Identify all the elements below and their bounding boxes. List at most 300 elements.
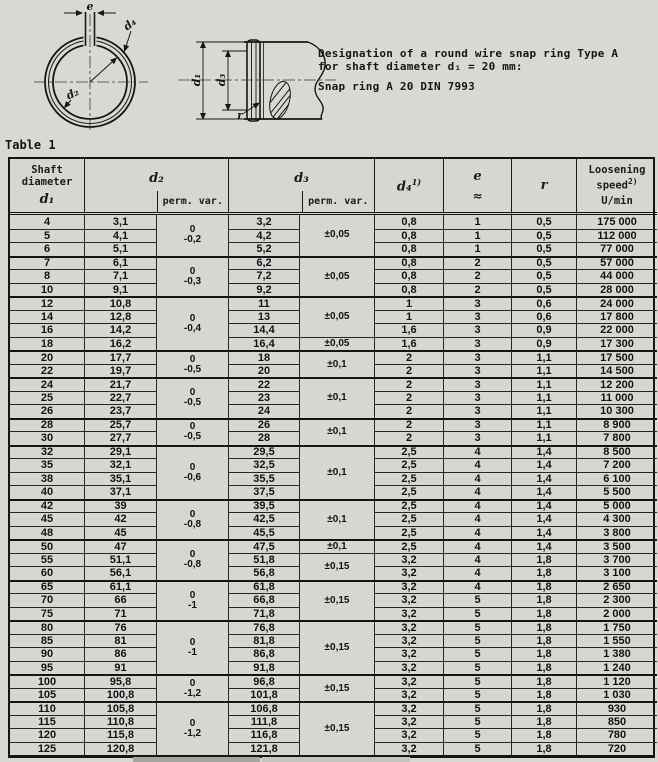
cell-loosening_speed: 3 100 — [577, 566, 657, 580]
cell-d2: 5,1 — [85, 242, 157, 256]
cell-d1: 70 — [10, 593, 85, 607]
cell-d2: 27,7 — [85, 431, 157, 445]
cell-d3: 23 — [229, 391, 300, 405]
cell-r: 1,4 — [512, 472, 577, 486]
cell-r: 1,8 — [512, 580, 577, 594]
cell-e: 5 — [444, 701, 512, 715]
cell-d4: 2 — [375, 391, 444, 405]
cell-d2-perm-var: 0 -1 — [157, 620, 229, 674]
cell-d4: 2,5 — [375, 512, 444, 526]
cell-loosening_speed: 8 900 — [577, 418, 657, 432]
cell-d3: 86,8 — [229, 647, 300, 661]
cell-d1: 12 — [10, 296, 85, 310]
cell-e: 5 — [444, 647, 512, 661]
cell-d3: 71,8 — [229, 607, 300, 621]
cell-loosening_speed: 28 000 — [577, 283, 657, 297]
cell-d4: 2,5 — [375, 526, 444, 540]
cell-d3: 28 — [229, 431, 300, 445]
cell-d3-perm-var: ±0,1 — [300, 539, 375, 553]
cell-r: 1,4 — [512, 445, 577, 459]
cell-d3: 96,8 — [229, 674, 300, 688]
cell-d3: 51,8 — [229, 553, 300, 567]
cell-r: 1,1 — [512, 404, 577, 418]
cell-d3: 39,5 — [229, 499, 300, 513]
cell-loosening_speed: 5 000 — [577, 499, 657, 513]
cell-r: 1,4 — [512, 539, 577, 553]
cell-d4: 2 — [375, 350, 444, 364]
cell-e: 5 — [444, 742, 512, 756]
designation-text — [318, 48, 618, 94]
cell-d3: 42,5 — [229, 512, 300, 526]
cell-d1: 35 — [10, 458, 85, 472]
cell-d1: 125 — [10, 742, 85, 756]
cell-d3-perm-var: ±0,1 — [300, 445, 375, 499]
cell-d2: 21,7 — [85, 377, 157, 391]
cell-loosening_speed: 1 030 — [577, 688, 657, 702]
cell-r: 1,1 — [512, 391, 577, 405]
cell-d3: 81,8 — [229, 634, 300, 648]
cell-loosening_speed: 780 — [577, 728, 657, 742]
cell-d4: 2 — [375, 431, 444, 445]
cell-r: 1,8 — [512, 566, 577, 580]
cell-d2-perm-var: 0 -0,3 — [157, 256, 229, 297]
cell-d2: 47 — [85, 539, 157, 553]
cell-d4: 2 — [375, 418, 444, 432]
cell-r: 1,8 — [512, 553, 577, 567]
cell-r: 0,5 — [512, 283, 577, 297]
header-d4: d₄$^{1)}$ — [375, 159, 444, 215]
cell-loosening_speed: 930 — [577, 701, 657, 715]
cell-d4: 1 — [375, 310, 444, 324]
cell-e: 5 — [444, 661, 512, 675]
cell-d1: 26 — [10, 404, 85, 418]
cell-e: 5 — [444, 674, 512, 688]
cell-loosening_speed: 2 300 — [577, 593, 657, 607]
header-loosening-speed: Loosening speed$^{2)}$ U/min — [577, 159, 657, 215]
cell-d2-perm-var: 0 -0,8 — [157, 539, 229, 580]
cell-r: 1,4 — [512, 499, 577, 513]
cell-d4: 0,8 — [375, 242, 444, 256]
cell-d2: 14,2 — [85, 323, 157, 337]
cell-d1: 100 — [10, 674, 85, 688]
cell-d1: 80 — [10, 620, 85, 634]
cell-d2-perm-var: 0 -0,4 — [157, 296, 229, 350]
cell-d3-perm-var: ±0,05 — [300, 256, 375, 297]
cell-d4: 3,2 — [375, 634, 444, 648]
cell-e: 3 — [444, 431, 512, 445]
cell-d1: 105 — [10, 688, 85, 702]
cell-d4: 3,2 — [375, 715, 444, 729]
cell-d4: 2 — [375, 377, 444, 391]
cell-d1: 28 — [10, 418, 85, 432]
r-label: r — [237, 109, 243, 122]
cell-loosening_speed: 17 300 — [577, 337, 657, 351]
cell-loosening_speed: 14 500 — [577, 364, 657, 378]
cell-d3-perm-var: ±0,05 — [300, 337, 375, 351]
cell-d2-perm-var: 0 -0,5 — [157, 377, 229, 418]
cell-loosening_speed: 850 — [577, 715, 657, 729]
cell-r: 1,4 — [512, 526, 577, 540]
cell-d2-perm-var: 0 -1 — [157, 580, 229, 621]
cell-d4: 2,5 — [375, 499, 444, 513]
cell-d1: 18 — [10, 337, 85, 351]
cell-d4: 2,5 — [375, 472, 444, 486]
cell-e: 2 — [444, 256, 512, 270]
cell-d2-perm-var: 0 -0,5 — [157, 350, 229, 377]
cell-e: 1 — [444, 215, 512, 229]
cell-d1: 55 — [10, 553, 85, 567]
cell-d2: 10,8 — [85, 296, 157, 310]
designation-line-3: Snap ring A 20 DIN 7993 — [318, 80, 475, 93]
cell-d1: 115 — [10, 715, 85, 729]
cell-loosening_speed: 3 800 — [577, 526, 657, 540]
cell-d2: 19,7 — [85, 364, 157, 378]
cell-e: 4 — [444, 526, 512, 540]
table-caption: Table 1 — [5, 138, 56, 152]
cell-d3: 4,2 — [229, 229, 300, 243]
d2-label: d₂ — [64, 85, 81, 103]
cell-loosening_speed: 5 500 — [577, 485, 657, 499]
cell-r: 0,5 — [512, 229, 577, 243]
header-d2-perm-var: perm. var. — [157, 191, 229, 212]
cell-d4: 3,2 — [375, 674, 444, 688]
cell-d4: 3,2 — [375, 593, 444, 607]
cell-d1: 60 — [10, 566, 85, 580]
cell-r: 1,1 — [512, 377, 577, 391]
d4-label: d₄ — [120, 15, 139, 34]
cell-d1: 90 — [10, 647, 85, 661]
cell-d4: 3,2 — [375, 566, 444, 580]
cell-r: 1,8 — [512, 620, 577, 634]
cell-d3: 37,5 — [229, 485, 300, 499]
cell-d4: 2,5 — [375, 539, 444, 553]
cell-d2: 100,8 — [85, 688, 157, 702]
cell-d2: 105,8 — [85, 701, 157, 715]
cell-r: 0,6 — [512, 310, 577, 324]
cell-d1: 75 — [10, 607, 85, 621]
cell-d2: 86 — [85, 647, 157, 661]
header-d3-perm-var: perm. var. — [302, 191, 375, 212]
cell-d3: 32,5 — [229, 458, 300, 472]
cell-e: 4 — [444, 566, 512, 580]
cell-d1: 6 — [10, 242, 85, 256]
cell-r: 1,8 — [512, 607, 577, 621]
cell-d1: 48 — [10, 526, 85, 540]
shaft-side-view-drawing — [170, 20, 342, 132]
cell-r: 1,8 — [512, 688, 577, 702]
cell-d4: 3,2 — [375, 728, 444, 742]
cell-e: 5 — [444, 728, 512, 742]
cell-e: 4 — [444, 512, 512, 526]
cell-d1: 85 — [10, 634, 85, 648]
cell-d4: 3,2 — [375, 661, 444, 675]
cell-d3: 111,8 — [229, 715, 300, 729]
dimension-table — [8, 157, 655, 758]
cell-d3: 56,8 — [229, 566, 300, 580]
cell-r: 1,8 — [512, 728, 577, 742]
cell-loosening_speed: 17 800 — [577, 310, 657, 324]
d3-label: d₃ — [215, 73, 228, 87]
cell-d1: 30 — [10, 431, 85, 445]
scan-shadow-strip — [133, 757, 260, 762]
cell-e: 3 — [444, 364, 512, 378]
cell-d3: 13 — [229, 310, 300, 324]
cell-e: 3 — [444, 323, 512, 337]
header-d3: d₃ perm. var. — [229, 159, 375, 215]
cell-d2: 22,7 — [85, 391, 157, 405]
cell-d1: 25 — [10, 391, 85, 405]
cell-r: 0,9 — [512, 323, 577, 337]
cell-loosening_speed: 112 000 — [577, 229, 657, 243]
cell-loosening_speed: 7 800 — [577, 431, 657, 445]
cell-d1: 32 — [10, 445, 85, 459]
d1-label: d₁ — [190, 73, 203, 87]
cell-d1: 4 — [10, 215, 85, 229]
cell-e: 4 — [444, 539, 512, 553]
d4-leader — [125, 31, 132, 51]
cell-loosening_speed: 11 000 — [577, 391, 657, 405]
scan-shadow-strip — [262, 757, 410, 762]
cell-d3: 7,2 — [229, 269, 300, 283]
cell-d3: 24 — [229, 404, 300, 418]
cell-d3: 66,8 — [229, 593, 300, 607]
cell-d2: 25,7 — [85, 418, 157, 432]
cell-d2: 61,1 — [85, 580, 157, 594]
cell-loosening_speed: 7 200 — [577, 458, 657, 472]
cell-e: 1 — [444, 229, 512, 243]
cell-d4: 3,2 — [375, 553, 444, 567]
cell-d1: 42 — [10, 499, 85, 513]
cell-loosening_speed: 57 000 — [577, 256, 657, 270]
cell-e: 3 — [444, 404, 512, 418]
cell-d3-perm-var: ±0,05 — [300, 296, 375, 337]
cell-e: 4 — [444, 445, 512, 459]
cell-d3: 14,4 — [229, 323, 300, 337]
cell-d2: 51,1 — [85, 553, 157, 567]
cell-d4: 0,8 — [375, 256, 444, 270]
cell-loosening_speed: 1 120 — [577, 674, 657, 688]
cell-e: 3 — [444, 310, 512, 324]
header-e: e ≈ — [444, 159, 512, 215]
cell-d2: 56,1 — [85, 566, 157, 580]
cell-d3-perm-var: ±0,1 — [300, 499, 375, 540]
cell-e: 5 — [444, 593, 512, 607]
cell-d4: 1,6 — [375, 337, 444, 351]
cell-r: 1,8 — [512, 715, 577, 729]
cell-loosening_speed: 1 380 — [577, 647, 657, 661]
cell-d3: 116,8 — [229, 728, 300, 742]
cell-d4: 1 — [375, 296, 444, 310]
cell-e: 1 — [444, 242, 512, 256]
cell-e: 3 — [444, 350, 512, 364]
cell-d3: 6,2 — [229, 256, 300, 270]
header-d2: d₂ perm. var. — [85, 159, 229, 215]
cell-loosening_speed: 2 650 — [577, 580, 657, 594]
cell-d4: 3,2 — [375, 688, 444, 702]
cell-d2: 66 — [85, 593, 157, 607]
cell-d1: 10 — [10, 283, 85, 297]
cell-d4: 0,8 — [375, 229, 444, 243]
cell-r: 1,4 — [512, 512, 577, 526]
cell-d1: 20 — [10, 350, 85, 364]
cell-r: 0,5 — [512, 256, 577, 270]
cell-d2: 45 — [85, 526, 157, 540]
cell-loosening_speed: 44 000 — [577, 269, 657, 283]
cell-loosening_speed: 2 000 — [577, 607, 657, 621]
cell-e: 5 — [444, 607, 512, 621]
cell-d2: 110,8 — [85, 715, 157, 729]
cell-e: 2 — [444, 283, 512, 297]
cell-d3: 76,8 — [229, 620, 300, 634]
cell-d1: 24 — [10, 377, 85, 391]
cell-r: 1,4 — [512, 458, 577, 472]
cell-d2: 95,8 — [85, 674, 157, 688]
cell-d4: 1,6 — [375, 323, 444, 337]
cell-d3-perm-var: ±0,1 — [300, 377, 375, 418]
cell-d3-perm-var: ±0,1 — [300, 350, 375, 377]
cell-d4: 2,5 — [375, 485, 444, 499]
cell-d2-perm-var: 0 -1,2 — [157, 701, 229, 755]
cell-loosening_speed: 3 700 — [577, 553, 657, 567]
cell-e: 4 — [444, 458, 512, 472]
cell-d1: 8 — [10, 269, 85, 283]
snap-ring-front-view-drawing — [26, 0, 161, 134]
cell-d3-perm-var: ±0,15 — [300, 620, 375, 674]
cell-e: 4 — [444, 499, 512, 513]
cell-d3: 91,8 — [229, 661, 300, 675]
break-hatch — [254, 74, 304, 132]
cell-d2: 9,1 — [85, 283, 157, 297]
cell-r: 1,8 — [512, 701, 577, 715]
cell-d1: 16 — [10, 323, 85, 337]
cell-d4: 2 — [375, 404, 444, 418]
cell-r: 1,8 — [512, 647, 577, 661]
cell-d4: 3,2 — [375, 620, 444, 634]
cell-e: 3 — [444, 296, 512, 310]
cell-d2: 71 — [85, 607, 157, 621]
cell-r: 1,8 — [512, 661, 577, 675]
cell-d1: 40 — [10, 485, 85, 499]
cell-d3-perm-var: ±0,1 — [300, 418, 375, 445]
cell-d3: 16,4 — [229, 337, 300, 351]
cell-r: 1,4 — [512, 485, 577, 499]
cell-loosening_speed: 8 500 — [577, 445, 657, 459]
cell-d3: 5,2 — [229, 242, 300, 256]
cell-d2: 6,1 — [85, 256, 157, 270]
cell-d3: 26 — [229, 418, 300, 432]
cell-e: 3 — [444, 418, 512, 432]
cell-d1: 7 — [10, 256, 85, 270]
cell-loosening_speed: 6 100 — [577, 472, 657, 486]
designation-line-2: for shaft diameter d₁ = 20 mm: — [318, 59, 523, 73]
cell-d1: 38 — [10, 472, 85, 486]
cell-d3-perm-var: ±0,15 — [300, 701, 375, 755]
cell-d4: 2,5 — [375, 445, 444, 459]
cell-d1: 45 — [10, 512, 85, 526]
cell-loosening_speed: 1 750 — [577, 620, 657, 634]
header-r: r — [512, 159, 577, 215]
cell-d2: 39 — [85, 499, 157, 513]
cell-r: 1,1 — [512, 350, 577, 364]
cell-e: 5 — [444, 634, 512, 648]
cell-d2: 7,1 — [85, 269, 157, 283]
cell-d4: 3,2 — [375, 742, 444, 756]
header-shaft-diameter: Shaft diameter d₁ — [10, 159, 85, 215]
cell-e: 3 — [444, 337, 512, 351]
cell-d1: 14 — [10, 310, 85, 324]
cell-r: 1,1 — [512, 431, 577, 445]
cell-d3: 121,8 — [229, 742, 300, 756]
cell-e: 3 — [444, 377, 512, 391]
cell-d4: 2 — [375, 364, 444, 378]
cell-d1: 65 — [10, 580, 85, 594]
cell-d2: 29,1 — [85, 445, 157, 459]
cell-loosening_speed: 24 000 — [577, 296, 657, 310]
cell-d3: 11 — [229, 296, 300, 310]
cell-d2: 115,8 — [85, 728, 157, 742]
cell-d3: 20 — [229, 364, 300, 378]
cell-d2: 42 — [85, 512, 157, 526]
cell-d4: 3,2 — [375, 701, 444, 715]
cell-loosening_speed: 1 550 — [577, 634, 657, 648]
cell-d2-perm-var: 0 -0,2 — [157, 215, 229, 256]
cell-d1: 110 — [10, 701, 85, 715]
cell-d3: 29,5 — [229, 445, 300, 459]
cell-d4: 2,5 — [375, 458, 444, 472]
cell-d2: 16,2 — [85, 337, 157, 351]
cell-r: 0,5 — [512, 242, 577, 256]
cell-loosening_speed: 17 500 — [577, 350, 657, 364]
cell-e: 3 — [444, 391, 512, 405]
cell-d3: 22 — [229, 377, 300, 391]
cell-d3: 106,8 — [229, 701, 300, 715]
cell-loosening_speed: 175 000 — [597, 215, 637, 228]
cell-d3: 35,5 — [229, 472, 300, 486]
cell-e: 2 — [444, 269, 512, 283]
cell-d2: 76 — [85, 620, 157, 634]
cell-e: 4 — [444, 472, 512, 486]
cell-d2: 32,1 — [85, 458, 157, 472]
cell-d4: 0,8 — [375, 215, 444, 229]
cell-d2: 4,1 — [85, 229, 157, 243]
cell-r: 1,8 — [512, 674, 577, 688]
cell-d4: 3,2 — [375, 607, 444, 621]
cell-d2: 12,8 — [85, 310, 157, 324]
cell-r: 0,6 — [512, 296, 577, 310]
cell-e: 4 — [444, 485, 512, 499]
cell-d2-perm-var: 0 -0,8 — [157, 499, 229, 540]
cell-r: 0,5 — [512, 269, 577, 283]
cell-d4: 0,8 — [375, 283, 444, 297]
cell-d2: 3,1 — [85, 215, 157, 229]
cell-d2: 81 — [85, 634, 157, 648]
cell-d3: 101,8 — [229, 688, 300, 702]
cell-e: 4 — [444, 553, 512, 567]
cell-d3: 18 — [229, 350, 300, 364]
cell-r: 0,5 — [512, 215, 577, 229]
cell-d2: 37,1 — [85, 485, 157, 499]
cell-r: 0,9 — [512, 337, 577, 351]
cell-d2: 23,7 — [85, 404, 157, 418]
cell-d2: 35,1 — [85, 472, 157, 486]
cell-d3: 47,5 — [229, 539, 300, 553]
cell-r: 1,8 — [512, 634, 577, 648]
cell-d4: 0,8 — [375, 269, 444, 283]
cell-d2: 120,8 — [85, 742, 157, 756]
cell-d2-perm-var: 0 -0,6 — [157, 445, 229, 499]
d4-radius-arrow — [90, 58, 117, 82]
cell-loosening_speed: 12 200 — [577, 377, 657, 391]
